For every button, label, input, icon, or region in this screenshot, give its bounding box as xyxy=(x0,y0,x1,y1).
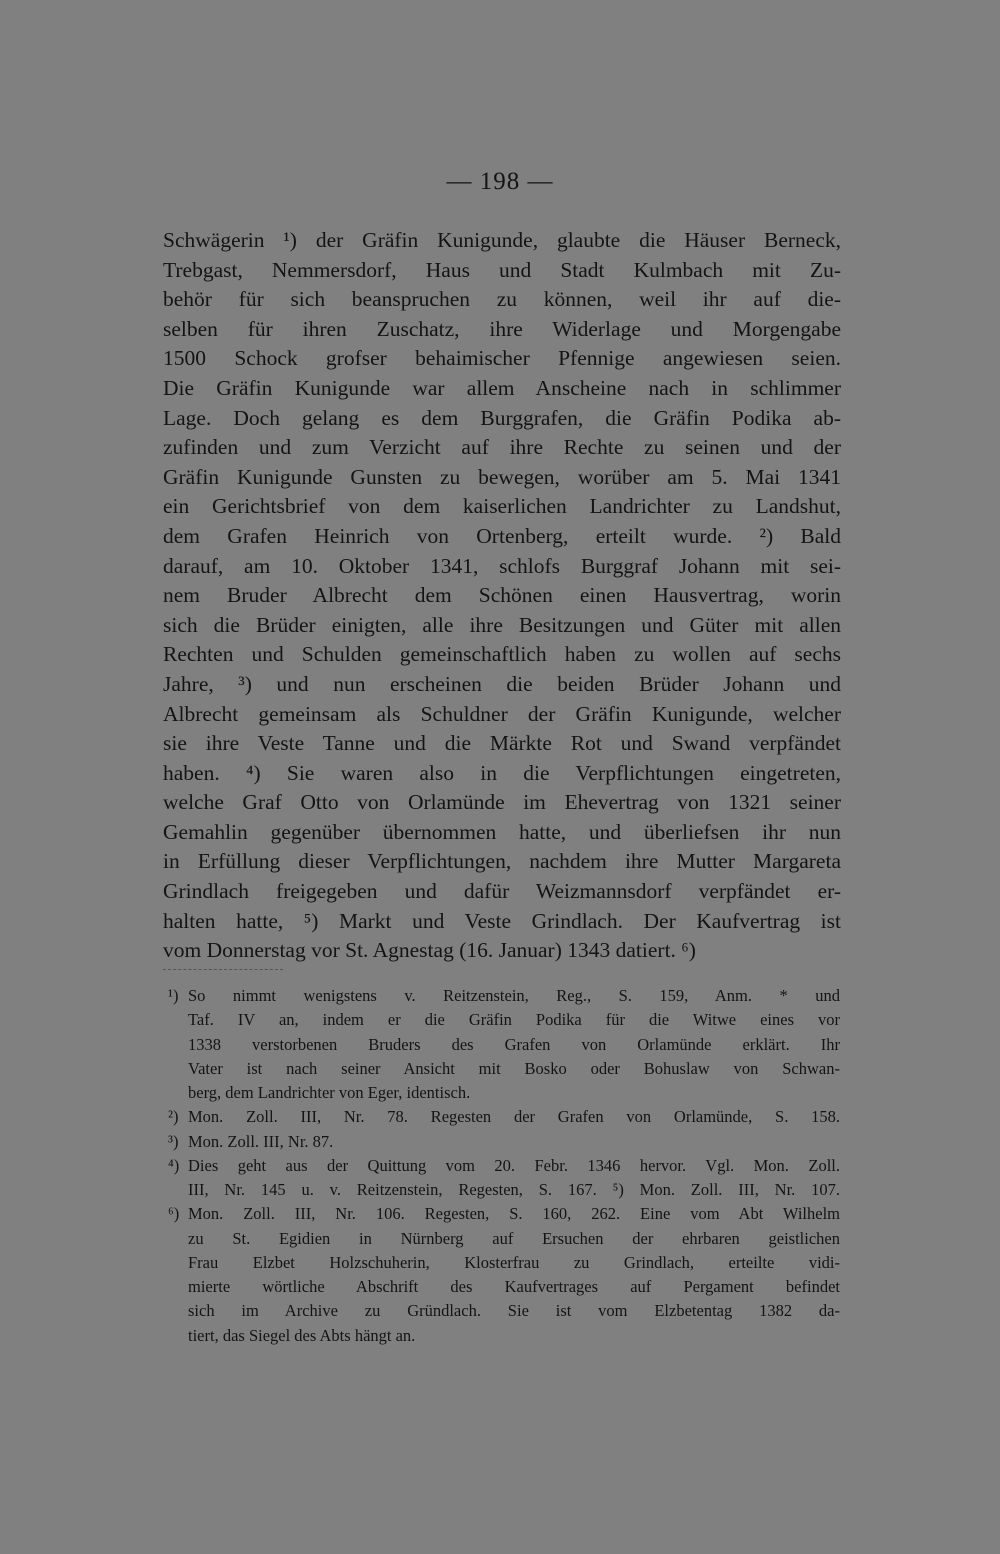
footnote-divider xyxy=(163,969,283,970)
footnote-line: III, Nr. 145 u. v. Reitzenstein, Regesten, S. 167. ⁵) Mon. Zoll. III, Nr. 107. xyxy=(188,1180,840,1199)
body-line: welche Graf Otto von Orlamünde im Ehevertrag von 1321 seiner xyxy=(163,790,841,815)
footnote-line: Mon. Zoll. III, Nr. 106. Regesten, S. 160, 262. Eine vom Abt Wilhelm xyxy=(188,1204,840,1224)
footnote-4 xyxy=(168,1154,840,1178)
footnote-2 xyxy=(168,1105,840,1129)
body-line: vom Donnerstag vor St. Agnestag (16. Januar) 1343 datiert. ⁶) xyxy=(163,938,696,963)
footnote-marker: ⁴) xyxy=(168,1155,180,1175)
body-line: Gräfin Kunigunde Gunsten zu bewegen, worüber am 5. Mai 1341 xyxy=(163,464,841,489)
footnote-line: Mon. Zoll. III, Nr. 87. xyxy=(188,1131,334,1151)
footnote-line: tiert, das Siegel des Abts hängt an. xyxy=(188,1325,416,1345)
page-number: — 198 — xyxy=(446,168,554,195)
body-line: sie ihre Veste Tanne und die Märkte Rot und Swand verpfändet xyxy=(163,731,841,756)
footnote-line: Vater ist nach seiner Ansicht mit Bosko oder Bohuslaw von Schwan- xyxy=(188,1058,840,1078)
footnote-marker: ³) xyxy=(168,1131,179,1151)
footnote-line: Taf. IV an, indem er die Gräfin Podika für die Witwe eines vor xyxy=(188,1010,840,1030)
footnote-line: berg, dem Landrichter von Eger, identisch. xyxy=(188,1083,471,1102)
body-line: Albrecht gemeinsam als Schuldner der Gräfin Kunigunde, welcher xyxy=(163,701,841,726)
body-line: nem Bruder Albrecht dem Schönen einen Hausvertrag, worin xyxy=(163,583,841,608)
body-line: Trebgast, Nemmersdorf, Haus und Stadt Kulmbach mit Zu- xyxy=(163,257,841,282)
body-line: in Erfüllung dieser Verpflichtungen, nachdem ihre Mutter Margareta xyxy=(163,849,841,874)
footnote-line: 1338 verstorbenen Bruders des Grafen von Orlamünde erklärt. Ihr xyxy=(188,1034,840,1054)
footnote-marker: ¹) xyxy=(168,986,179,1005)
footnote-line: sich im Archive zu Gründlach. Sie ist vom Elzbetentag 1382 da- xyxy=(188,1301,840,1321)
footnote-line: zu St. Egidien in Nürnberg auf Ersuchen der ehrbaren geistlichen xyxy=(188,1228,840,1248)
body-line: behör für sich beanspruchen zu können, weil ihr auf die- xyxy=(163,287,841,312)
footnote-line: Dies geht aus der Quittung vom 20. Febr. 1346 hervor. Vgl. Mon. Zoll. xyxy=(188,1155,840,1175)
body-line: Lage. Doch gelang es dem Burggrafen, die Gräfin Podika ab- xyxy=(163,405,841,430)
footnote-1 xyxy=(168,984,840,1008)
footnote-line: mierte wörtliche Abschrift des Kaufvertrages auf Pergament befindet xyxy=(188,1277,840,1296)
body-line: Die Gräfin Kunigunde war allem Anscheine nach in schlimmer xyxy=(163,375,841,400)
footnote-line: Mon. Zoll. III, Nr. 78. Regesten der Grafen von Orlamünde, S. 158. xyxy=(188,1107,840,1127)
body-line: ein Gerichtsbrief von dem kaiserlichen Landrichter zu Landshut, xyxy=(163,494,841,519)
body-line: 1500 Schock grofser behaimischer Pfennige angewiesen seien. xyxy=(163,346,841,371)
body-line: Rechten und Schulden gemeinschaftlich haben zu wollen auf sechs xyxy=(163,642,841,667)
body-line: Schwägerin ¹) der Gräfin Kunigunde, glaubte die Häuser Berneck, xyxy=(163,228,841,252)
footnote-marker: ²) xyxy=(168,1107,179,1127)
body-line: dem Grafen Heinrich von Ortenberg, erteilt wurde. ²) Bald xyxy=(163,523,841,548)
body-line: Jahre, ³) und nun erscheinen die beiden Brüder Johann und xyxy=(163,671,841,696)
body-line: darauf, am 10. Oktober 1341, schlofs Burggraf Johann mit sei- xyxy=(163,553,841,578)
footnote-3 xyxy=(168,1130,840,1154)
body-line: Grindlach freigegeben und dafür Weizmannsdorf verpfändet er- xyxy=(163,879,841,904)
body-line: haben. ⁴) Sie waren also in die Verpflichtungen eingetreten, xyxy=(163,760,841,785)
body-line: zufinden und zum Verzicht auf ihre Rechte zu seinen und der xyxy=(163,435,841,460)
footnote-6 xyxy=(168,1202,840,1226)
footnote-line: So nimmt wenigstens v. Reitzenstein, Reg., S. 159, Anm. * und xyxy=(188,986,840,1005)
footnote-marker: ⁶) xyxy=(168,1204,180,1224)
footnote-line: Frau Elzbet Holzschuherin, Klosterfrau zu Grindlach, erteilte vidi- xyxy=(188,1252,840,1272)
body-line: halten hatte, ⁵) Markt und Veste Grindlach. Der Kaufvertrag ist xyxy=(163,908,841,933)
body-text xyxy=(163,226,841,966)
body-line: selben für ihren Zuschatz, ihre Widerlage und Morgengabe xyxy=(163,316,841,341)
footnotes xyxy=(168,984,840,1348)
body-line: sich die Brüder einigten, alle ihre Besitzungen und Güter mit allen xyxy=(163,612,841,637)
body-line: Gemahlin gegenüber übernommen hatte, und überliefsen ihr nun xyxy=(163,819,841,844)
